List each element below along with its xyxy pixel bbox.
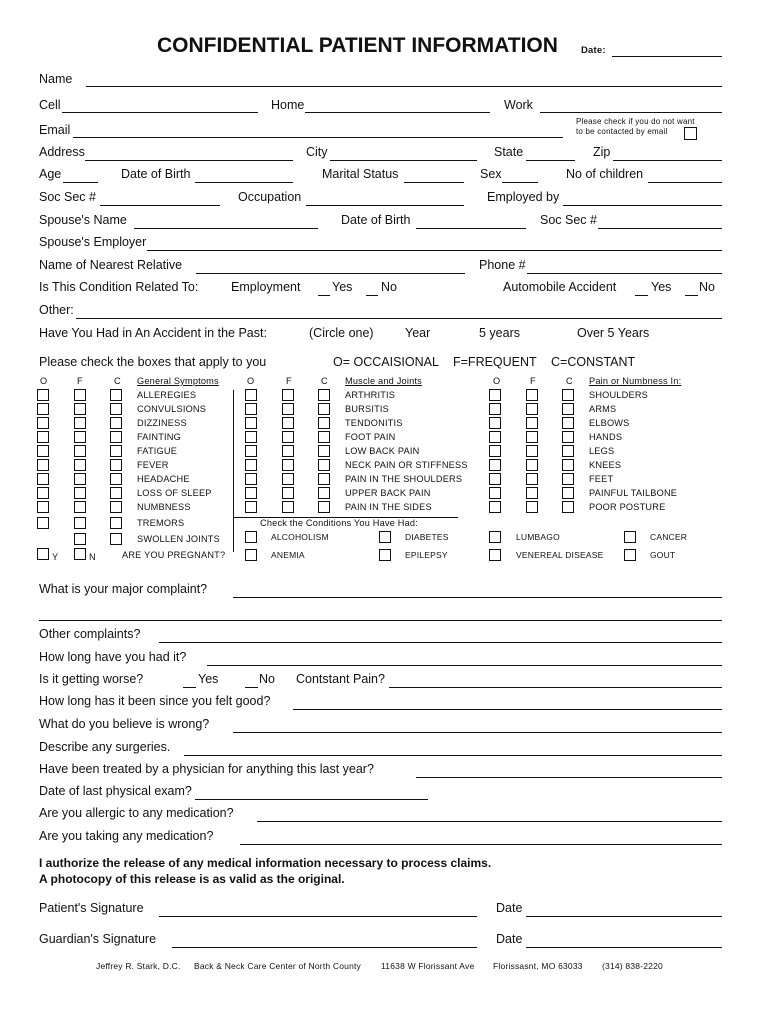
general-c-checkbox[interactable] xyxy=(110,473,122,485)
believe-wrong-field[interactable] xyxy=(233,732,722,733)
constant-pain-field[interactable] xyxy=(389,687,722,688)
muscle-f-checkbox[interactable] xyxy=(282,487,294,499)
employment-yes-blank[interactable] xyxy=(318,295,330,296)
muscle-c-checkbox[interactable] xyxy=(318,473,330,485)
contact-note-1: Please check if you do not want xyxy=(576,117,695,126)
condition-label: CANCER xyxy=(650,532,688,542)
pain-o-checkbox[interactable] xyxy=(489,417,501,429)
general-f-checkbox[interactable] xyxy=(74,533,86,545)
condition-label: LUMBAGO xyxy=(516,532,560,542)
auto-yes-blank[interactable] xyxy=(635,295,648,296)
general-o-checkbox[interactable] xyxy=(37,417,49,429)
pain-f-checkbox[interactable] xyxy=(526,431,538,443)
state-field[interactable] xyxy=(526,160,575,161)
surgeries-field[interactable] xyxy=(184,755,722,756)
muscle-o-checkbox[interactable] xyxy=(245,389,257,401)
pain-o-checkbox[interactable] xyxy=(489,459,501,471)
general-f-checkbox[interactable] xyxy=(74,403,86,415)
zip-label: Zip xyxy=(593,145,611,159)
pain-area-label: HANDS xyxy=(589,431,623,442)
spouse-soc-field[interactable] xyxy=(598,228,722,229)
muscle-joint-label: PAIN IN THE SIDES xyxy=(345,501,432,512)
phone-field[interactable] xyxy=(527,273,722,274)
condition-checkbox[interactable] xyxy=(624,549,636,561)
symptom-divider xyxy=(233,390,234,552)
general-c-checkbox[interactable] xyxy=(110,517,122,529)
general-symptom-label: HEADACHE xyxy=(137,473,190,484)
pregnant-question: ARE YOU PREGNANT? xyxy=(122,550,226,560)
general-f-checkbox[interactable] xyxy=(74,417,86,429)
phone-label: Phone # xyxy=(479,258,526,272)
muscle-c-checkbox[interactable] xyxy=(318,417,330,429)
name-field[interactable] xyxy=(86,86,722,87)
col-f-muscle: F xyxy=(286,376,292,386)
pain-f-checkbox[interactable] xyxy=(526,445,538,457)
general-c-checkbox[interactable] xyxy=(110,487,122,499)
muscle-f-checkbox[interactable] xyxy=(282,459,294,471)
home-field[interactable] xyxy=(305,112,490,113)
condition-label: GOUT xyxy=(650,550,676,560)
patient-signature-label: Patient's Signature xyxy=(39,901,144,915)
muscle-o-checkbox[interactable] xyxy=(245,445,257,457)
general-symptom-label: TREMORS xyxy=(137,517,185,528)
general-o-checkbox[interactable] xyxy=(37,389,49,401)
employed-by-label: Employed by xyxy=(487,190,560,204)
general-f-checkbox[interactable] xyxy=(74,431,86,443)
condition-checkbox[interactable] xyxy=(379,549,391,561)
condition-checkbox[interactable] xyxy=(245,531,257,543)
home-label: Home xyxy=(271,98,305,112)
allergic-field[interactable] xyxy=(257,821,722,822)
allergic-label: Are you allergic to any medication? xyxy=(39,806,234,820)
general-o-checkbox[interactable] xyxy=(37,487,49,499)
getting-worse-label: Is it getting worse? xyxy=(39,672,144,686)
pain-c-checkbox[interactable] xyxy=(562,501,574,513)
other-field[interactable] xyxy=(76,318,722,319)
address-field[interactable] xyxy=(85,160,293,161)
pain-f-checkbox[interactable] xyxy=(526,417,538,429)
general-c-checkbox[interactable] xyxy=(110,533,122,545)
general-c-checkbox[interactable] xyxy=(110,445,122,457)
footer-phone: (314) 838-2220 xyxy=(602,961,663,971)
muscle-joint-label: BURSITIS xyxy=(345,403,389,414)
general-c-checkbox[interactable] xyxy=(110,389,122,401)
treated-label: Have been treated by a physician for anything this last year? xyxy=(39,762,374,776)
patient-date-label: Date xyxy=(496,901,523,915)
major-complaint-field-2[interactable] xyxy=(39,620,722,621)
muscle-joint-label: FOOT PAIN xyxy=(345,431,396,442)
general-f-checkbox[interactable] xyxy=(74,459,86,471)
guardian-signature-field[interactable] xyxy=(172,947,477,948)
general-symptom-label: NUMBNESS xyxy=(137,501,191,512)
muscle-f-checkbox[interactable] xyxy=(282,501,294,513)
general-symptom-label: FEVER xyxy=(137,459,169,470)
pain-numbness-header: Pain or Numbness In: xyxy=(589,376,682,386)
cell-label: Cell xyxy=(39,98,61,112)
pain-f-checkbox[interactable] xyxy=(526,389,538,401)
col-c-pain: C xyxy=(566,376,573,386)
soc-sec-field[interactable] xyxy=(100,205,220,206)
pain-area-label: ARMS xyxy=(589,403,617,414)
worse-no-blank[interactable] xyxy=(245,687,258,688)
spouse-soc-label: Soc Sec # xyxy=(540,213,597,227)
col-o-muscle: O xyxy=(247,376,255,386)
relative-field[interactable] xyxy=(196,273,465,274)
sex-label: Sex xyxy=(480,167,502,181)
spouse-dob-field[interactable] xyxy=(416,228,526,229)
pain-o-checkbox[interactable] xyxy=(489,501,501,513)
col-f-general: F xyxy=(77,376,83,386)
auto-no-label: No xyxy=(699,280,715,294)
marital-field[interactable] xyxy=(404,182,464,183)
medication-label: Are you taking any medication? xyxy=(39,829,214,843)
how-long-label: How long have you had it? xyxy=(39,650,187,664)
city-field[interactable] xyxy=(330,160,477,161)
pain-area-label: KNEES xyxy=(589,459,622,470)
pain-o-checkbox[interactable] xyxy=(489,487,501,499)
condition-checkbox[interactable] xyxy=(489,549,501,561)
soc-sec-label: Soc Sec # xyxy=(39,190,96,204)
muscle-o-checkbox[interactable] xyxy=(245,403,257,415)
circle-one-label: (Circle one) xyxy=(309,326,374,340)
general-c-checkbox[interactable] xyxy=(110,501,122,513)
pain-o-checkbox[interactable] xyxy=(489,403,501,415)
pain-f-checkbox[interactable] xyxy=(526,459,538,471)
legend-frequent: F=FREQUENT xyxy=(453,355,537,369)
footer-clinic: Back & Neck Care Center of North County xyxy=(194,961,362,971)
muscle-c-checkbox[interactable] xyxy=(318,487,330,499)
muscle-joint-label: NECK PAIN OR STIFFNESS xyxy=(345,459,468,470)
no-email-checkbox[interactable] xyxy=(684,127,697,140)
pain-o-checkbox[interactable] xyxy=(489,431,501,443)
date-field[interactable] xyxy=(612,56,722,57)
patient-signature-field[interactable] xyxy=(159,916,477,917)
employed-by-field[interactable] xyxy=(563,205,722,206)
legend-constant: C=CONSTANT xyxy=(551,355,636,369)
spouse-name-field[interactable] xyxy=(134,228,318,229)
muscle-c-checkbox[interactable] xyxy=(318,501,330,513)
guardian-date-label: Date xyxy=(496,932,523,946)
email-label: Email xyxy=(39,123,71,137)
constant-pain-label: Contstant Pain? xyxy=(296,672,385,686)
muscle-joint-label: TENDONITIS xyxy=(345,417,403,428)
pain-f-checkbox[interactable] xyxy=(526,473,538,485)
muscle-joints-header: Muscle and Joints xyxy=(345,376,422,386)
dob-label: Date of Birth xyxy=(121,167,191,181)
patient-date-field[interactable] xyxy=(526,916,722,917)
general-o-checkbox[interactable] xyxy=(37,473,49,485)
treated-field[interactable] xyxy=(416,777,722,778)
spouse-name-label: Spouse's Name xyxy=(39,213,127,227)
spouse-employer-field[interactable] xyxy=(147,250,722,251)
legend-occasional: O= OCCAISIONAL xyxy=(333,355,439,369)
pain-area-label: PAINFUL TAILBONE xyxy=(589,487,678,498)
guardian-date-field[interactable] xyxy=(526,947,722,948)
auto-yes-label: Yes xyxy=(651,280,672,294)
general-c-checkbox[interactable] xyxy=(110,403,122,415)
general-o-checkbox[interactable] xyxy=(37,403,49,415)
employment-no-blank[interactable] xyxy=(366,295,378,296)
relative-label: Name of Nearest Relative xyxy=(39,258,183,272)
contact-note-2: to be contacted by email xyxy=(576,127,668,136)
muscle-c-checkbox[interactable] xyxy=(318,459,330,471)
muscle-joint-label: PAIN IN THE SHOULDERS xyxy=(345,473,463,484)
general-c-checkbox[interactable] xyxy=(110,431,122,443)
condition-checkbox[interactable] xyxy=(624,531,636,543)
option-over-5-years[interactable]: Over 5 Years xyxy=(577,326,650,340)
other-complaints-field[interactable] xyxy=(159,642,722,643)
general-o-checkbox[interactable] xyxy=(37,501,49,513)
general-f-checkbox[interactable] xyxy=(74,389,86,401)
muscle-f-checkbox[interactable] xyxy=(282,389,294,401)
col-o-pain: O xyxy=(493,376,501,386)
children-label: No of children xyxy=(566,167,644,181)
sex-field[interactable] xyxy=(502,182,538,183)
last-exam-label: Date of last physical exam? xyxy=(39,784,192,798)
employment-yes-label: Yes xyxy=(332,280,353,294)
general-symptom-label: FAINTING xyxy=(137,431,181,442)
email-field[interactable] xyxy=(73,137,563,138)
muscle-o-checkbox[interactable] xyxy=(245,501,257,513)
option-5-years[interactable]: 5 years xyxy=(479,326,520,340)
spouse-dob-label: Date of Birth xyxy=(341,213,411,227)
worse-no-label: No xyxy=(259,672,275,686)
muscle-joint-label: LOW BACK PAIN xyxy=(345,445,420,456)
pain-c-checkbox[interactable] xyxy=(562,417,574,429)
pain-area-label: SHOULDERS xyxy=(589,390,648,400)
muscle-f-checkbox[interactable] xyxy=(282,445,294,457)
muscle-f-checkbox[interactable] xyxy=(282,403,294,415)
age-field[interactable] xyxy=(63,182,98,183)
employment-label: Employment xyxy=(231,280,301,294)
muscle-joint-label: ARTHRITIS xyxy=(345,390,396,400)
footer-doctor: Jeffrey R. Stark, D.C. xyxy=(96,961,181,971)
general-symptoms-header: General Symptoms xyxy=(137,376,219,386)
work-label: Work xyxy=(504,98,533,112)
city-label: City xyxy=(306,145,328,159)
condition-label: DIABETES xyxy=(405,532,449,542)
medication-field[interactable] xyxy=(240,844,722,845)
pain-area-label: ELBOWS xyxy=(589,417,630,428)
name-label: Name xyxy=(39,72,73,86)
spouse-employer-label: Spouse's Employer xyxy=(39,235,147,249)
work-field[interactable] xyxy=(540,112,722,113)
muscle-c-checkbox[interactable] xyxy=(318,445,330,457)
authorization-line-1: I authorize the release of any medical information necessary to process claims. xyxy=(39,856,492,870)
muscle-f-checkbox[interactable] xyxy=(282,417,294,429)
muscle-f-checkbox[interactable] xyxy=(282,431,294,443)
other-complaints-label: Other complaints? xyxy=(39,627,141,641)
general-c-checkbox[interactable] xyxy=(110,459,122,471)
conditions-header: Check the Conditions You Have Had: xyxy=(260,518,418,528)
general-o-checkbox[interactable] xyxy=(37,431,49,443)
accident-past-label: Have You Had in An Accident in the Past: xyxy=(39,326,267,340)
believe-wrong-label: What do you believe is wrong? xyxy=(39,717,210,731)
condition-checkbox[interactable] xyxy=(379,531,391,543)
state-label: State xyxy=(494,145,524,159)
guardian-signature-label: Guardian's Signature xyxy=(39,932,157,946)
occupation-field[interactable] xyxy=(306,205,464,206)
worse-yes-blank[interactable] xyxy=(183,687,196,688)
surgeries-label: Describe any surgeries. xyxy=(39,740,171,754)
muscle-c-checkbox[interactable] xyxy=(318,403,330,415)
pain-o-checkbox[interactable] xyxy=(489,473,501,485)
option-year[interactable]: Year xyxy=(405,326,431,340)
dob-field[interactable] xyxy=(195,182,293,183)
how-long-field[interactable] xyxy=(207,665,722,666)
general-symptom-label: CONVULSIONS xyxy=(137,403,207,414)
auto-no-blank[interactable] xyxy=(685,295,698,296)
occupation-label: Occupation xyxy=(238,190,302,204)
muscle-o-checkbox[interactable] xyxy=(245,459,257,471)
pain-area-label: LEGS xyxy=(589,445,615,456)
worse-yes-label: Yes xyxy=(198,672,219,686)
general-symptom-label: FATIGUE xyxy=(137,445,178,456)
general-o-checkbox[interactable] xyxy=(37,517,49,529)
footer-address: 11638 W Florissant Ave xyxy=(381,961,475,971)
pain-o-checkbox[interactable] xyxy=(489,389,501,401)
pregnant-no-checkbox[interactable] xyxy=(74,548,86,560)
muscle-c-checkbox[interactable] xyxy=(318,389,330,401)
pain-c-checkbox[interactable] xyxy=(562,389,574,401)
address-label: Address xyxy=(39,145,85,159)
general-c-checkbox[interactable] xyxy=(110,417,122,429)
condition-label: VENEREAL DISEASE xyxy=(516,550,604,560)
pain-c-checkbox[interactable] xyxy=(562,403,574,415)
page-title: CONFIDENTIAL PATIENT INFORMATION xyxy=(157,34,558,57)
general-f-checkbox[interactable] xyxy=(74,445,86,457)
general-symptom-label: DIZZINESS xyxy=(137,417,187,428)
authorization-line-2: A photocopy of this release is as valid as the original. xyxy=(39,872,345,886)
date-label: Date: xyxy=(581,45,606,56)
zip-field[interactable] xyxy=(613,160,722,161)
employment-no-label: No xyxy=(381,280,397,294)
pregnant-no-label: N xyxy=(89,552,96,562)
last-exam-field[interactable] xyxy=(195,799,428,800)
condition-checkbox[interactable] xyxy=(245,549,257,561)
general-f-checkbox[interactable] xyxy=(74,487,86,499)
symptoms-instruction: Please check the boxes that apply to you xyxy=(39,355,267,369)
pain-c-checkbox[interactable] xyxy=(562,487,574,499)
muscle-f-checkbox[interactable] xyxy=(282,473,294,485)
muscle-c-checkbox[interactable] xyxy=(318,431,330,443)
col-c-muscle: C xyxy=(321,376,328,386)
cell-field[interactable] xyxy=(62,112,258,113)
since-good-label: How long has it been since you felt good? xyxy=(39,694,271,708)
condition-label: ANEMIA xyxy=(271,550,305,560)
footer-city: Florissasnt, MO 63033 xyxy=(493,961,583,971)
general-symptom-label: SWOLLEN JOINTS xyxy=(137,533,220,544)
muscle-o-checkbox[interactable] xyxy=(245,473,257,485)
col-c-general: C xyxy=(114,376,121,386)
col-f-pain: F xyxy=(530,376,536,386)
general-o-checkbox[interactable] xyxy=(37,459,49,471)
muscle-joint-label: UPPER BACK PAIN xyxy=(345,487,431,498)
condition-checkbox[interactable] xyxy=(489,531,501,543)
since-good-field[interactable] xyxy=(293,709,722,710)
pain-c-checkbox[interactable] xyxy=(562,473,574,485)
general-o-checkbox[interactable] xyxy=(37,445,49,457)
pain-c-checkbox[interactable] xyxy=(562,431,574,443)
marital-label: Marital Status xyxy=(322,167,399,181)
pregnant-yes-checkbox[interactable] xyxy=(37,548,49,560)
pain-c-checkbox[interactable] xyxy=(562,445,574,457)
condition-label: ALCOHOLISM xyxy=(271,532,329,542)
pain-area-label: FEET xyxy=(589,473,614,484)
general-f-checkbox[interactable] xyxy=(74,501,86,513)
pain-f-checkbox[interactable] xyxy=(526,501,538,513)
pregnant-yes-label: Y xyxy=(52,552,59,562)
general-f-checkbox[interactable] xyxy=(74,473,86,485)
age-label: Age xyxy=(39,167,62,181)
col-o-general: O xyxy=(40,376,48,386)
related-to-label: Is This Condition Related To: xyxy=(39,280,199,294)
condition-label: EPILEPSY xyxy=(405,550,448,560)
major-complaint-label: What is your major complaint? xyxy=(39,582,208,596)
pain-o-checkbox[interactable] xyxy=(489,445,501,457)
general-f-checkbox[interactable] xyxy=(74,517,86,529)
children-field[interactable] xyxy=(648,182,722,183)
general-symptom-label: ALLEREGIES xyxy=(137,390,197,400)
muscle-o-checkbox[interactable] xyxy=(245,417,257,429)
pain-c-checkbox[interactable] xyxy=(562,459,574,471)
muscle-o-checkbox[interactable] xyxy=(245,487,257,499)
muscle-o-checkbox[interactable] xyxy=(245,431,257,443)
pain-f-checkbox[interactable] xyxy=(526,403,538,415)
major-complaint-field[interactable] xyxy=(233,597,722,598)
pain-area-label: POOR POSTURE xyxy=(589,501,666,512)
other-label: Other: xyxy=(39,303,74,317)
auto-accident-label: Automobile Accident xyxy=(503,280,617,294)
general-symptom-label: LOSS OF SLEEP xyxy=(137,487,212,498)
pain-f-checkbox[interactable] xyxy=(526,487,538,499)
